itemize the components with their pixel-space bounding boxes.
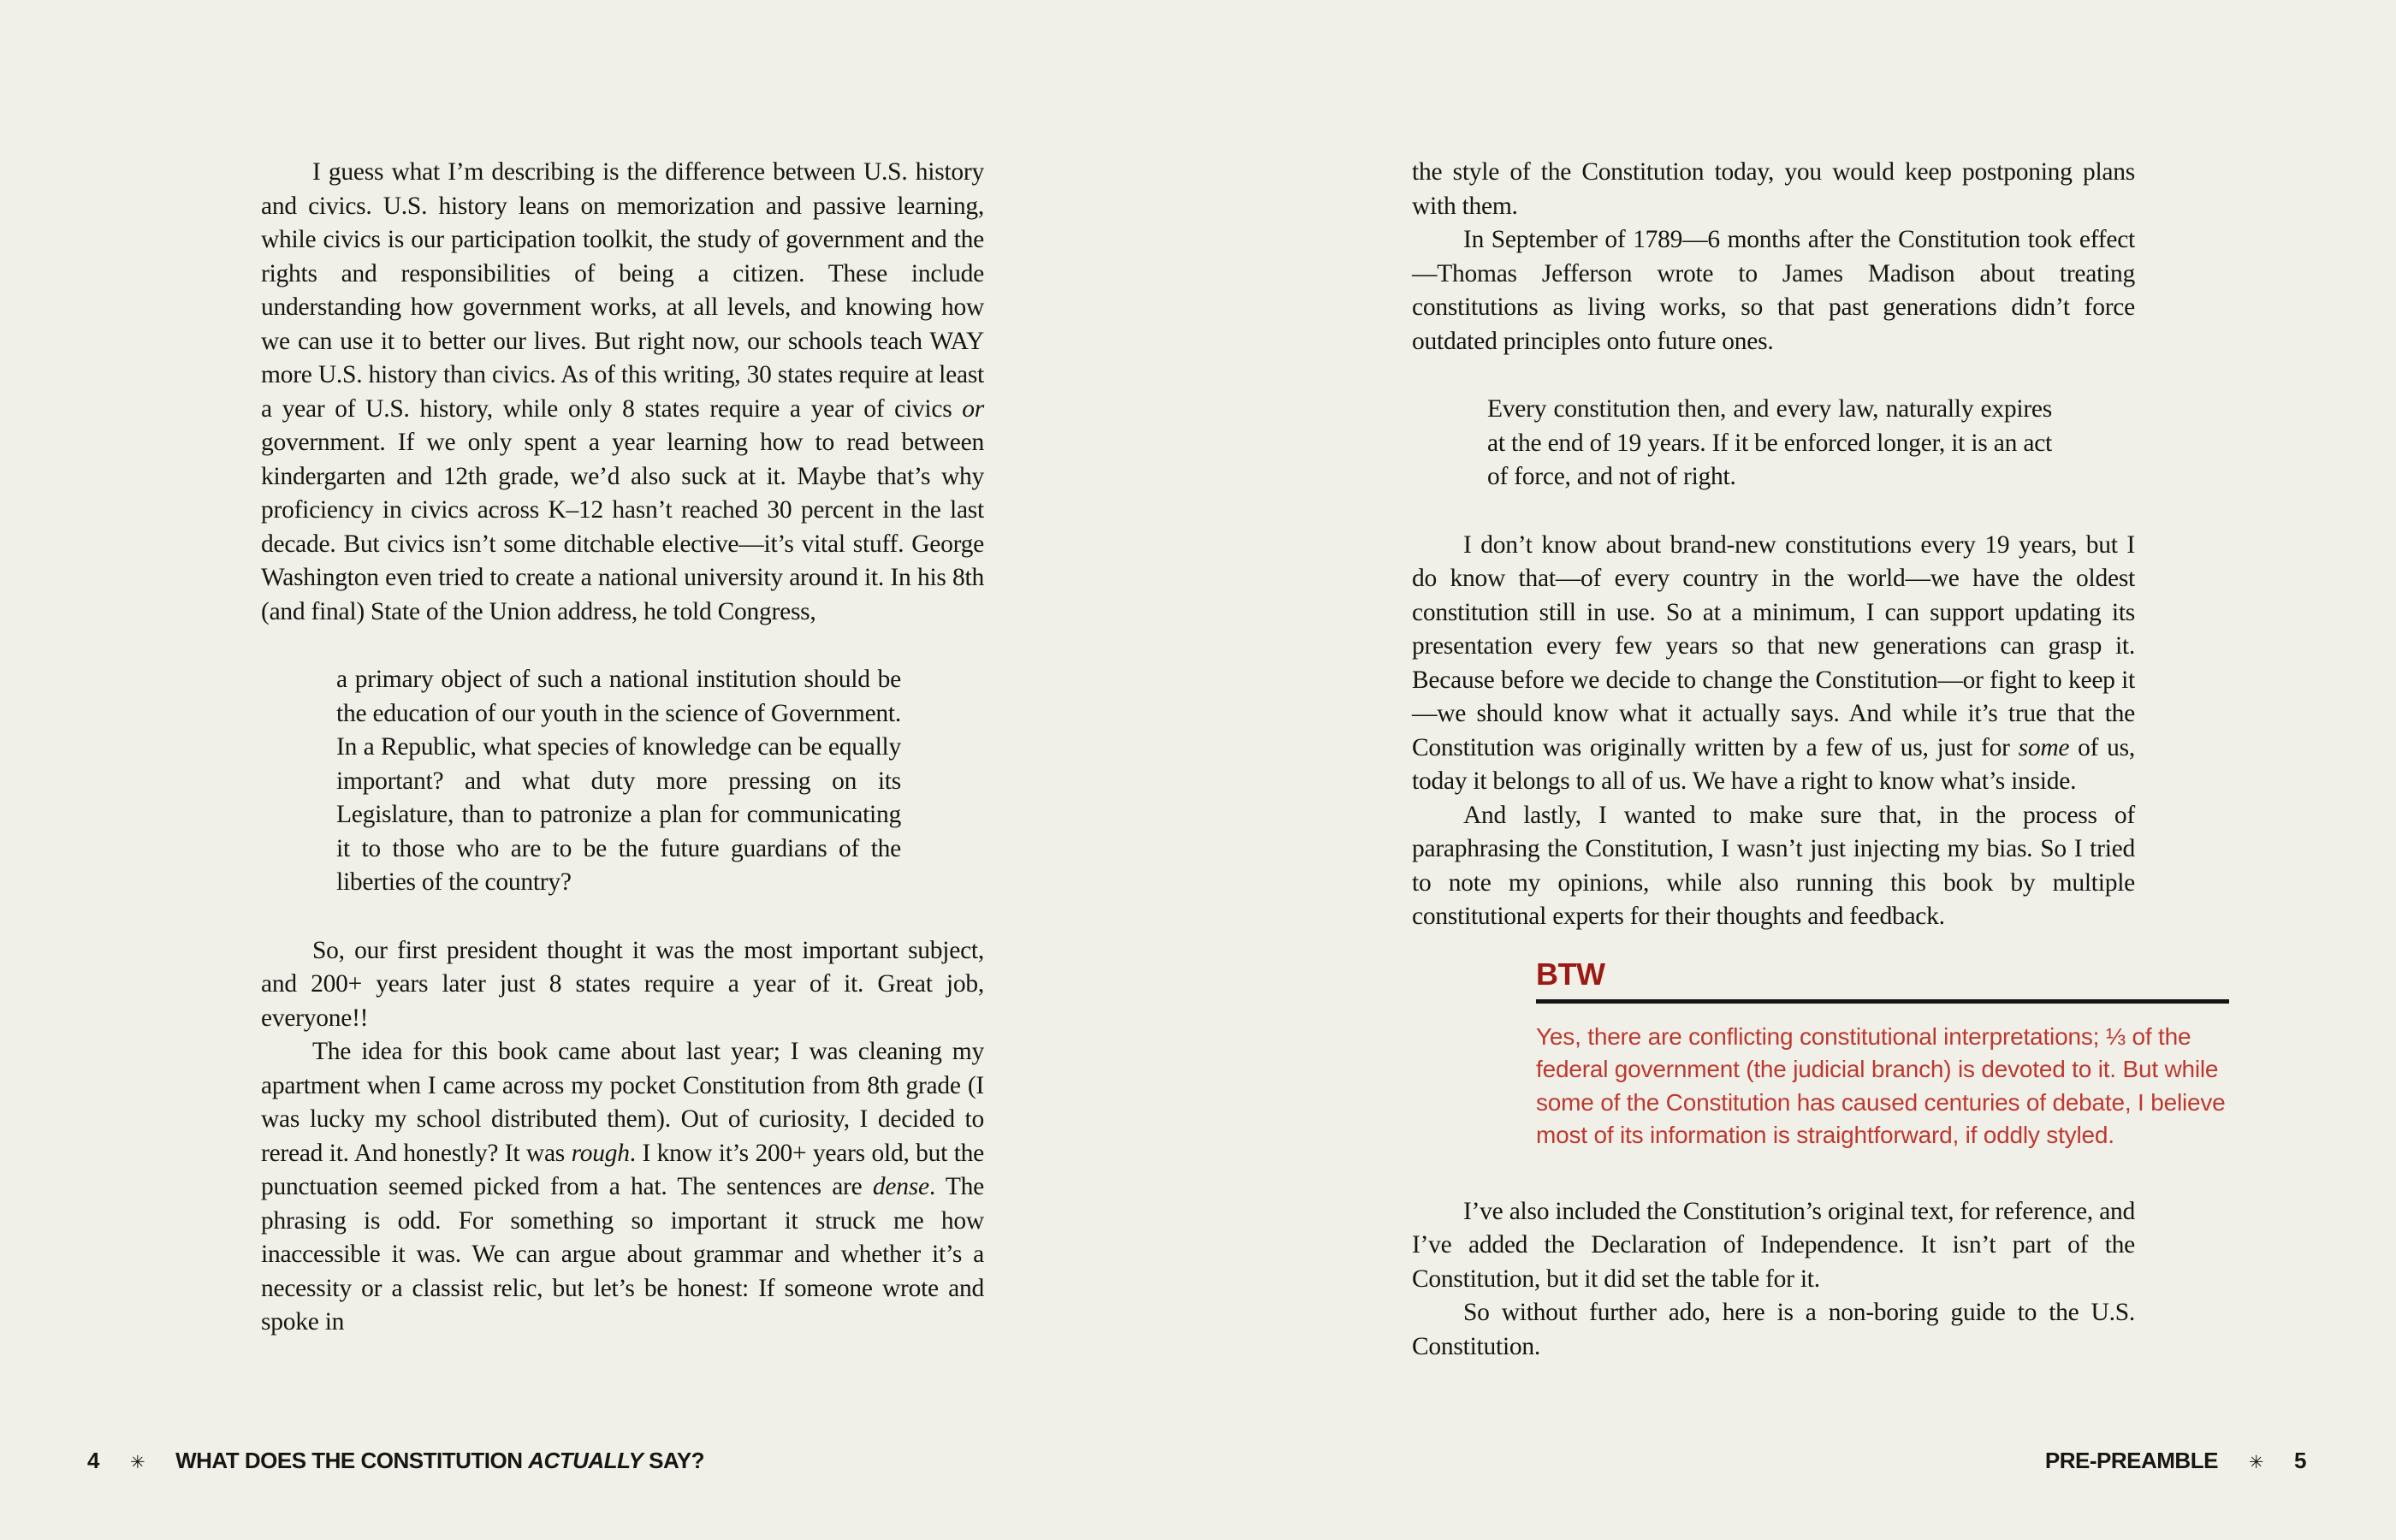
running-title-text: SAY? [643, 1448, 705, 1473]
paragraph-text: And lastly, I wanted to make sure that, in the process of paraphrasing the Constitution, I wasn’t just injecting my bias. So I tried to note my opinions, while also running this book by multiple constitutional experts for their thoughts and feedback. [1412, 801, 2135, 930]
paragraph-text: The idea for this book came about last year; I was cleaning my apartment when I came across my pocket Constitution from 8th grade (I was lucky my school distributed them). Out of curiosity, I decided to reread it. And honestly? It was [261, 1038, 984, 1167]
btw-label: BTW [1536, 956, 1605, 992]
blockquote-washington [336, 663, 901, 900]
italic-word-or: or [962, 394, 984, 423]
paragraph-book-idea [261, 1035, 984, 1340]
paragraph-bias-check [1412, 799, 2135, 934]
page-number: 5 [2294, 1448, 2306, 1473]
italic-word-dense: dense [872, 1173, 929, 1200]
paragraph-text: of us, today it belongs to all of us. We have a right to know what’s inside. [1412, 733, 2135, 795]
running-title-italic: ACTUALLY [528, 1448, 643, 1473]
btw-rule-line [1536, 999, 2229, 1004]
paragraph-text: the style of the Constitution today, you would keep postponing plans with them. [1412, 158, 2135, 220]
paragraph-civics-vs-history [261, 156, 984, 629]
paragraph-text: I’ve also included the Constitution’s original text, for reference, and I’ve added the Declaration of Independence. It isn’t part of the Constitution, but it did set the table for it. [1412, 1197, 2135, 1293]
paragraph-text: I don’t know about brand-new constitutions every 19 years, but I do know that—of every country in the world—we have the oldest constitution still in use. So at a minimum, I can support updating its presentation every few years so that new generations can grasp it. Because before we decide to change the Constitution—or fight to keep it—we should know what it actually says. And while it’s true that the Constitution was originally written by a few of us, just for [1412, 530, 2135, 761]
paragraph-original-text-included [1412, 1195, 2135, 1297]
blockquote-text: Every constitution then, and every law, naturally expires at the end of 19 years. If it be enforced longer, it is an act of force, and not of right. [1487, 395, 2052, 490]
paragraph-text: government. If we only spent a year learning how to read between kindergarten and 12th grade, we’d also suck at it. Maybe that’s why proficiency in civics across K–12 hasn’t reached 30 percent in the last decade. But civics isn’t some ditchable elective—it’s vital stuff. George Washington even tried to create a national university around it. In his 8th (and final) State of the Union address, he told Congress, [261, 429, 984, 625]
italic-word-rough: rough [571, 1139, 630, 1167]
asterisk-icon: ✳ [129, 1452, 145, 1472]
paragraph-text: So without further ado, here is a non-boring guide to the U.S. Constitution. [1412, 1299, 2135, 1360]
running-title-text: WHAT DOES THE CONSTITUTION [175, 1448, 529, 1473]
paragraph-text: In September of 1789—6 months after the Constitution took effect—Thomas Jefferson wrote to James Madison about treating constitutions as living works, so that past generations didn’t force outdated principles onto future ones. [1412, 226, 2135, 355]
blockquote-jefferson [1487, 393, 2052, 495]
btw-note-text: Yes, there are conflicting constitutional interpretations; ⅓ of the federal government (the judicial branch) is devoted to it. But while some of the Constitution has caused centuries of debate, I believe most of its information is straightforward, if oddly styled. [1536, 1022, 2226, 1148]
paragraph-jefferson-letter [1412, 223, 2135, 358]
asterisk-icon: ✳ [2248, 1452, 2264, 1472]
running-title: PRE-PREAMBLE [2044, 1448, 2218, 1473]
paragraph-text: So, our first president thought it was the most important subject, and 200+ years later just 8 states require a year of it. Great job, everyone!! [261, 936, 984, 1032]
right-running-footer [2045, 1448, 2306, 1474]
paragraph-text: . The phrasing is odd. For something so important it struck me how inaccessible it was. We can argue about grammar and whether it’s a necessity or a classist relic, but let’s be honest: If someone wrote and spoke in [261, 1173, 984, 1336]
blockquote-text: a primary object of such a national institution should be the education of our youth in the science of Government. In a Republic, what species of knowledge can be equally important? and what duty more pressing on its Legislature, than to patronize a plan for communicating it to those who are to be the future guardians of the liberties of the country? [336, 666, 901, 896]
left-text-column [261, 156, 984, 1340]
paragraph-without-further-ado [1412, 1296, 2135, 1364]
left-running-footer [87, 1448, 704, 1474]
btw-annotation [1536, 957, 2229, 1152]
paragraph-first-president [261, 934, 984, 1036]
paragraph-style-continuation [1412, 156, 2135, 223]
paragraph-oldest-constitution [1412, 529, 2135, 799]
paragraph-text: . I know it’s 200+ years old, but the punctuation seemed picked from a hat. The sentences are [261, 1139, 984, 1200]
right-text-column [1412, 156, 2226, 1364]
running-title [175, 1448, 704, 1474]
paragraph-text: I guess what I’m describing is the difference between U.S. history and civics. U.S. history leans on memorization and passive learning, while civics is our participation toolkit, the study of government and the rights and responsibilities of being a citizen. These include understanding how government works, at all levels, and knowing how we can use it to better our lives. But right now, our schools teach WAY more U.S. history than civics. As of this writing, 30 states require at least a year of U.S. history, while only 8 states require a year of civics [261, 158, 984, 423]
page-number: 4 [87, 1448, 99, 1473]
italic-word-some: some [2018, 733, 2070, 761]
